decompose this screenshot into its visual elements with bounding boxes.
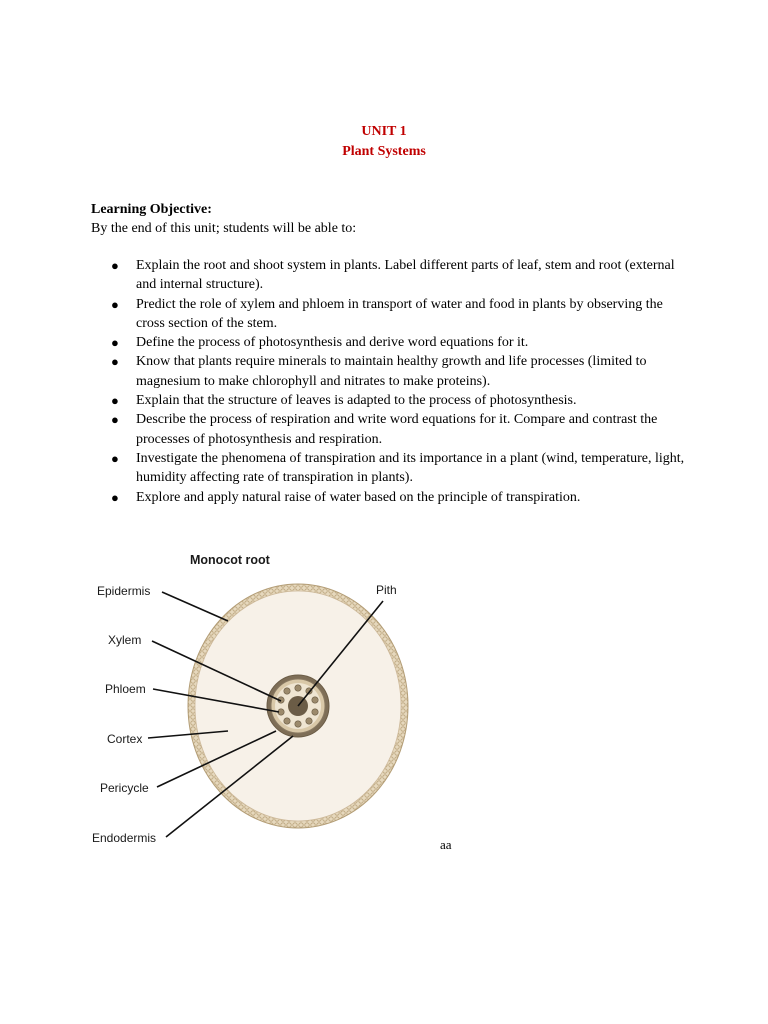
figure-title: Monocot root bbox=[190, 553, 270, 567]
objective-item: ● Explain that the structure of leaves is adapted to the process of photosynthesis. bbox=[91, 391, 691, 410]
bullet-icon: ● bbox=[111, 450, 119, 466]
monocot-root-diagram bbox=[88, 546, 418, 851]
label-pith: Pith bbox=[376, 583, 397, 597]
objective-item: ● Investigate the phenomena of transpiration and its importance in a plant (wind, temperature, light, humidity affecting rate of transpiration in plants). bbox=[111, 450, 685, 486]
objective-item: ● Explore and apply natural raise of water based on the principle of transpiration. bbox=[91, 488, 691, 507]
objective-item: ● Explain the root and shoot system in plants. Label different parts of leaf, stem and root (external and internal structure). bbox=[111, 258, 675, 293]
label-endodermis: Endodermis bbox=[92, 831, 157, 845]
label-phloem: Phloem bbox=[105, 682, 146, 696]
objective-item: ● Know that plants require minerals to maintain healthy growth and life processes (limited to magnesium to make chlorophyll and nitrates to make proteins). bbox=[111, 354, 647, 389]
objective-item: ● Describe the process of respiration and write word equations for it. Compare and contrast the processes of photosynthesis and respiration. bbox=[111, 412, 658, 447]
label-xylem: Xylem bbox=[108, 633, 142, 647]
objectives-list bbox=[91, 256, 691, 507]
learning-objective-heading: Learning Objective: bbox=[91, 202, 212, 217]
label-pericycle: Pericycle bbox=[100, 781, 149, 795]
monocot-root-figure bbox=[88, 546, 418, 851]
learning-objective-intro: By the end of this unit; students will be able to: bbox=[91, 221, 357, 236]
bullet-icon: ● bbox=[111, 354, 119, 370]
bullet-icon: ● bbox=[111, 412, 119, 428]
bullet-icon: ● bbox=[111, 296, 119, 312]
label-epidermis: Epidermis bbox=[97, 584, 151, 598]
bullet-icon: ● bbox=[111, 393, 119, 409]
objective-item: ● Predict the role of xylem and phloem in transport of water and food in plants by observing the cross section of the stem. bbox=[111, 296, 663, 331]
unit-number: UNIT 1 bbox=[361, 124, 407, 139]
label-cortex: Cortex bbox=[107, 732, 143, 746]
bullet-icon: ● bbox=[111, 335, 119, 351]
bullet-icon: ● bbox=[111, 258, 119, 273]
bullet-icon: ● bbox=[111, 489, 119, 505]
objective-item: ● Define the process of photosynthesis and derive word equations for it. bbox=[91, 333, 691, 352]
unit-heading bbox=[0, 122, 768, 162]
unit-title: Plant Systems bbox=[342, 144, 426, 159]
trailing-text: aa bbox=[440, 837, 452, 852]
